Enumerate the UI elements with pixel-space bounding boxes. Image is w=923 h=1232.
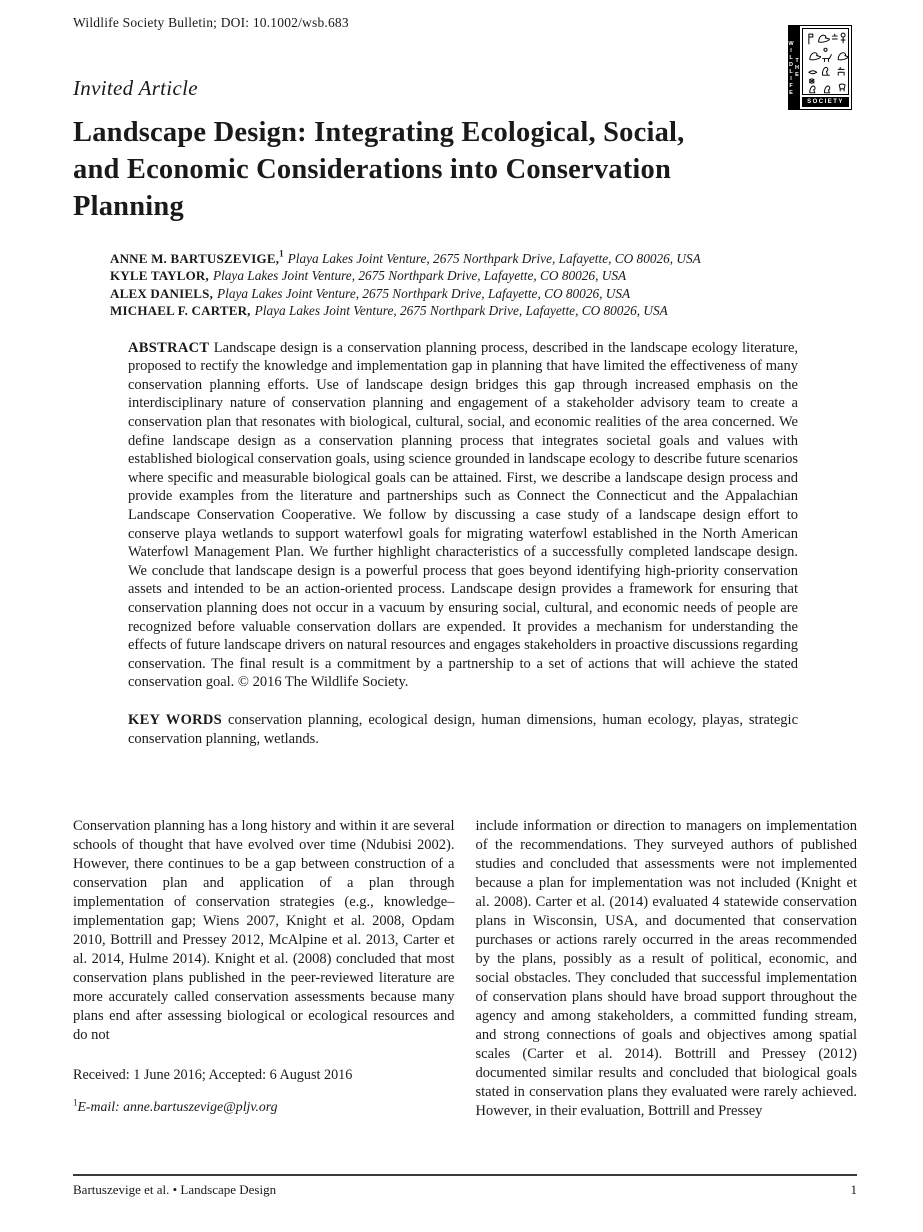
body-paragraph-right: include information or direction to managers on implementation of the recommendations. They surveyed authors of published studies and concluded that assessments were not implemented because a plan for implementation was not included (Knight et al. 2008). Carter et al. (2014) evaluated 4 statewide conservation plans in Wisconsin, USA, and documented that conservation purchases or actions rarely occurred in the areas recommended by the plans, possibly as a result of political, economic, and social obstacles. They concluded that successful implementation of conservation plans should have broad support throughout the agency and among stakeholders, a committed funding stream, and strong connections of goals and objectives among spatial scales (Carter et al. 2014). Bottrill and Pressey (2012) documented similar results and concluded that biological goals stated in conservation plans they evaluated were rarely achieved. However, in their evaluation, Bottrill and Pressey bbox=[475, 818, 857, 1120]
footnote-email-text: E-mail: anne.bartuszevige@pljv.org bbox=[77, 1099, 278, 1115]
body-column-right bbox=[476, 817, 858, 1121]
author-affiliation: Playa Lakes Joint Venture, 2675 Northpark Drive, Lafayette, CO 80026, USA bbox=[217, 285, 631, 301]
author-affiliation: Playa Lakes Joint Venture, 2675 Northpark Drive, Lafayette, CO 80026, USA bbox=[212, 268, 627, 284]
keywords-label: KEY WORDS bbox=[128, 711, 223, 728]
author-row bbox=[110, 267, 857, 284]
article-title: Landscape Design: Integrating Ecological, Social, and Economic Considerations into Conservation Planning bbox=[73, 117, 685, 222]
keywords-text: conservation planning, ecological design, human dimensions, human ecology, playas, strategic conservation planning, wetlands. bbox=[128, 711, 799, 747]
keywords-paragraph bbox=[128, 711, 798, 748]
author-affiliation-marker: 1 bbox=[279, 248, 284, 259]
author-affiliation: Playa Lakes Joint Venture, 2675 Northpark Drive, Lafayette, CO 80026, USA bbox=[254, 303, 668, 319]
logo-side-text: THE WILDLIFE bbox=[789, 26, 800, 109]
author-list bbox=[110, 250, 857, 320]
author-row bbox=[110, 250, 857, 267]
email-footnote bbox=[73, 1097, 455, 1116]
journal-doi-line: Wildlife Society Bulletin; DOI: 10.1002/wsb.683 bbox=[73, 15, 349, 30]
abstract-text: Landscape design is a conservation planning process, described in the landscape ecology literature, proposed to rectify the knowledge and implementation gap in planning that have limited the effectiveness of many conservation planning efforts. Use of landscape design bridges this gap through increased emphasis on the interdisciplinary nature of conservation planning and engagement of a stakeholder advisory team to create a conservation plan that resonates with biological, cultural, social, and economic realities of the area concerned. We define landscape design as a conservation planning process that integrates societal goals and values with established biological conservation goals, using science grounded in landscape ecology to describe future scenarios where specific and measurable biological goals can be attained. First, we describe a landscape design process and provide examples from the literature and partnerships such as Connect the Connecticut and the Appalachian Landscape Conservation Cooperative. We follow by discussing a case study of a landscape design effort to conserve playa wetlands to support waterfowl goals for migrating waterfowl established in the North American Waterfowl Management Plan. We further highlight characteristics of a successfully completed landscape design. We conclude that landscape design is a powerful process that goes beyond identifying high-priority conservation assets and intended to be an action-oriented process. Landscape design provides a framework for ensuring that conservation planning does not occur in a vacuum by ensuring social, cultural, and economic needs of people are recognized before valuable conservation dollars are expended. It provides a mechanism for understanding the effects of future landscape drivers on natural resources and engages stakeholders in proactive discussions regarding conservation. The final result is a commitment by a partnership to a set of actions that will achieve the stated conservation goal. © 2016 The Wildlife Society. bbox=[128, 339, 799, 691]
received-accepted-line: Received: 1 June 2016; Accepted: 6 August 2016 bbox=[73, 1067, 353, 1084]
author-name: MICHAEL F. CARTER, bbox=[110, 303, 251, 319]
logo-society-text: SOCIETY bbox=[802, 97, 849, 107]
body-paragraph-left: Conservation planning has a long history and within it are several schools of thought that have evolved over time (Ndubisi 2002). However, there continues to be a gap between construction of a conservation plan and application of a plan through implementation of conservation strategies (e.g., knowledge–implementation gap; Wiens 2007, Knight et al. 2008, Opdam 2010, Bottrill and Pressey 2012, McAlpine et al. 2013, Carter et al. 2014, Hulme 2014). Knight et al. (2008) concluded that most conservation plans published in the peer-reviewed literature are more accurately called conservation assessments because many plans end after assessing biological or ecological resources and do not bbox=[73, 818, 455, 1044]
page-content bbox=[73, 0, 857, 1121]
author-row bbox=[110, 302, 857, 319]
footnote-marker: 1 bbox=[73, 1097, 78, 1108]
body-column-left bbox=[73, 817, 455, 1121]
article-type-label: Invited Article bbox=[73, 76, 198, 100]
abstract-label: ABSTRACT bbox=[128, 339, 210, 356]
author-name: ANNE M. BARTUSZEVIGE, bbox=[110, 251, 280, 266]
footer-running-title: Bartuszevige et al. • Landscape Design bbox=[73, 1182, 277, 1197]
author-affiliation: Playa Lakes Joint Venture, 2675 Northpark Drive, Lafayette, CO 80026, USA bbox=[287, 251, 701, 266]
author-row bbox=[110, 285, 857, 302]
author-name: KYLE TAYLOR, bbox=[110, 268, 209, 284]
abstract-paragraph bbox=[128, 339, 798, 692]
page-footer bbox=[73, 1174, 857, 1198]
author-name: ALEX DANIELS, bbox=[110, 285, 214, 301]
footer-page-number: 1 bbox=[850, 1182, 857, 1197]
body-columns bbox=[73, 817, 857, 1121]
